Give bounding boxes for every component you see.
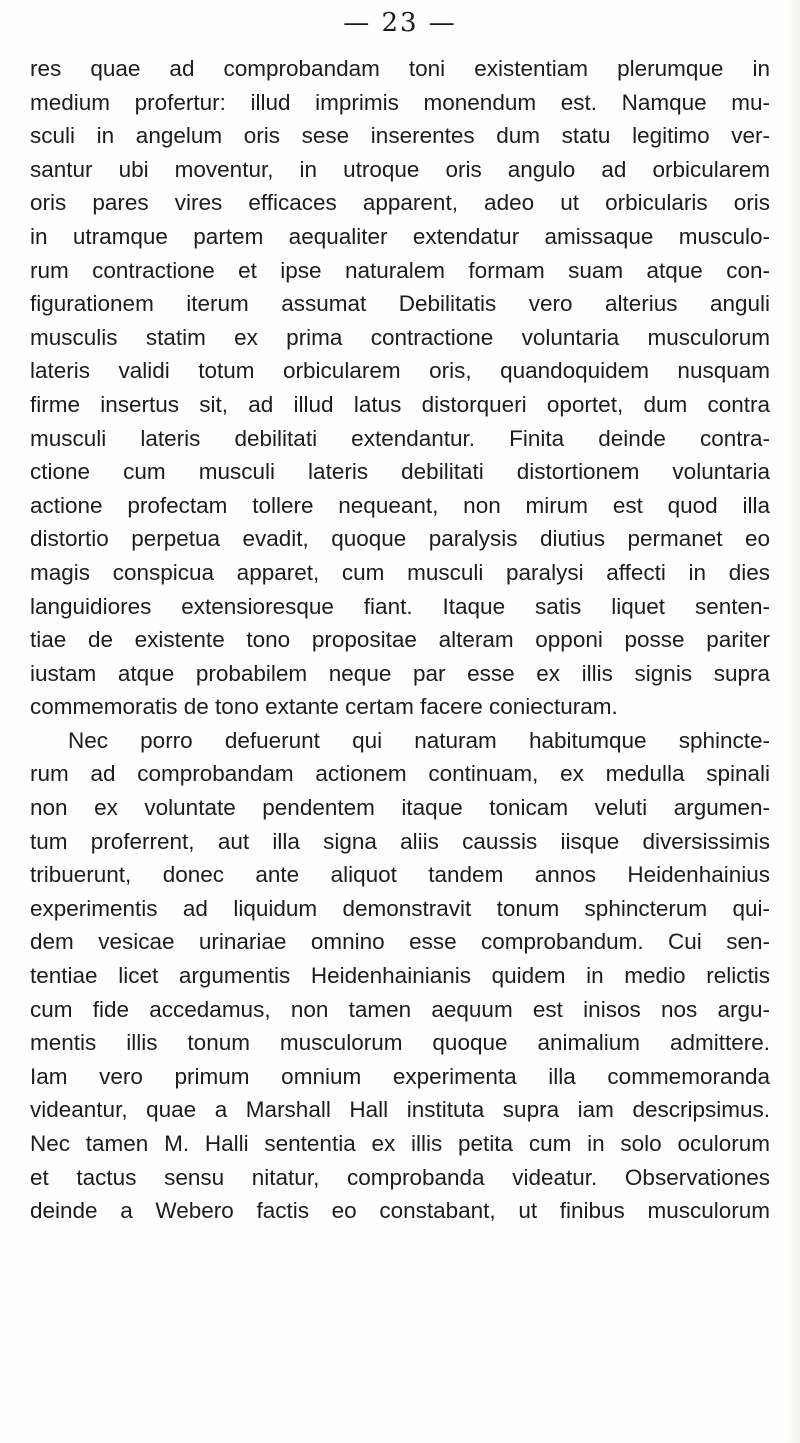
text-line: distortio perpetua evadit, quoque paralysis diutius permanet eo	[30, 526, 770, 552]
text-line: experimentis ad liquidum demonstravit tonum sphincterum qui-	[30, 895, 770, 921]
text-line: medium profertur: illud imprimis monendum est. Namque mu-	[30, 89, 770, 115]
text-line: videantur, quae a Marshall Hall instituta supra iam descripsimus.	[30, 1097, 770, 1123]
text-line: res quae ad comprobandam toni existentiam plerumque in	[30, 56, 770, 81]
text-line: tentiae licet argumentis Heidenhainianis quidem in medio relictis	[30, 963, 770, 989]
text-line: lateris validi totum orbicularem oris, quandoquidem nusquam	[30, 358, 770, 384]
text-line: tiae de existente tono propositae alteram opponi posse pariter	[30, 627, 770, 653]
text-line: musculis statim ex prima contractione voluntaria musculorum	[30, 324, 770, 350]
text-line: commemoratis de tono extante certam facere coniecturam.	[30, 694, 618, 720]
text-line: ctione cum musculi lateris debilitati distortionem voluntaria	[30, 459, 770, 485]
text-line: figurationem iterum assumat Debilitatis vero alterius anguli	[30, 291, 770, 317]
text-line: firme insertus sit, ad illud latus distorqueri oportet, dum contra	[30, 391, 770, 417]
text-line: languidiores extensioresque fiant. Itaque satis liquet senten-	[30, 593, 770, 619]
text-line: et tactus sensu nitatur, comprobanda videatur. Observationes	[30, 1164, 770, 1190]
page-number: — 23 —	[343, 8, 457, 38]
text-line: tribuerunt, donec ante aliquot tandem annos Heidenhainius	[30, 862, 770, 888]
text-line: magis conspicua apparet, cum musculi paralysi affecti in dies	[30, 559, 770, 585]
text-line: musculi lateris debilitati extendantur. Finita deinde contra-	[30, 425, 770, 451]
text-line: oris pares vires efficaces apparent, adeo ut orbicularis oris	[30, 190, 770, 216]
text-line: sculi in angelum oris sese inserentes dum statu legitimo ver-	[30, 123, 770, 149]
text-line: iustam atque probabilem neque par esse ex illis signis supra	[30, 660, 770, 686]
text-line: actione profectam tollere nequeant, non mirum est quod illa	[30, 492, 770, 518]
page-edge-shadow	[786, 0, 800, 1443]
text-line: rum contractione et ipse naturalem formam suam atque con-	[30, 257, 770, 283]
text-line: Nec porro defuerunt qui naturam habitumque sphincte-	[68, 727, 770, 753]
body-text	[30, 52, 770, 1228]
text-line: cum fide accedamus, non tamen aequum est inisos nos argu-	[30, 996, 770, 1022]
text-line: rum ad comprobandam actionem continuam, ex medulla spinali	[30, 761, 770, 787]
text-line: deinde a Webero factis eo constabant, ut finibus musculorum	[30, 1198, 770, 1224]
text-line: Iam vero primum omnium experimenta illa commemoranda	[30, 1063, 770, 1089]
text-line: dem vesicae urinariae omnino esse comprobandum. Cui sen-	[30, 929, 770, 955]
text-line: santur ubi moventur, in utroque oris angulo ad orbicularem	[30, 156, 770, 182]
text-line: mentis illis tonum musculorum quoque animalium admittere.	[30, 1030, 770, 1056]
text-line: Nec tamen M. Halli sententia ex illis petita cum in solo oculorum	[30, 1131, 770, 1156]
text-line: tum proferrent, aut illa signa aliis caussis iisque diversissimis	[30, 828, 770, 854]
text-line: in utramque partem aequaliter extendatur amissaque musculo-	[30, 223, 770, 249]
text-line: non ex voluntate pendentem itaque tonicam veluti argumen-	[30, 795, 770, 821]
